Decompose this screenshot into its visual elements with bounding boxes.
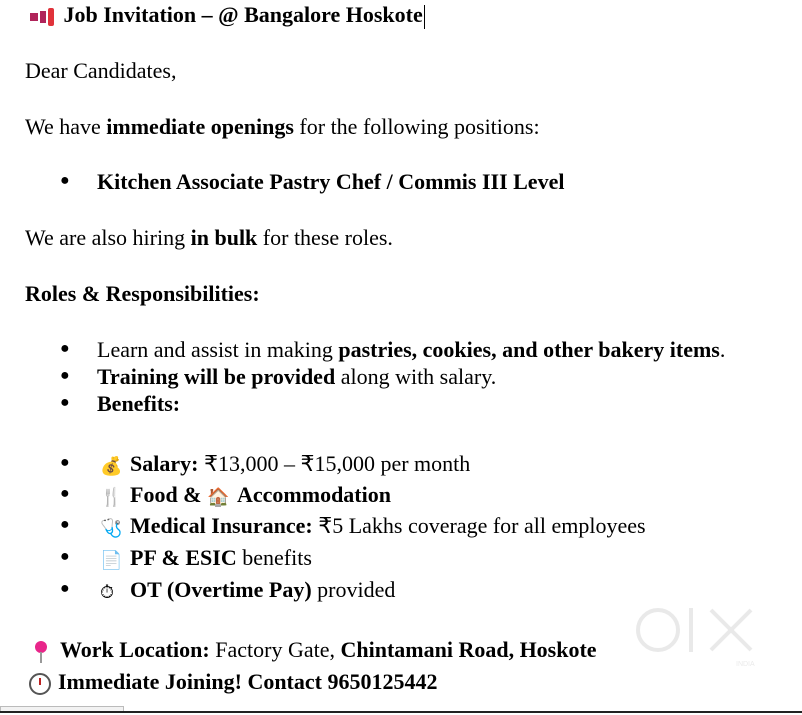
benefit-medical bbox=[100, 513, 646, 541]
bullet: ● bbox=[60, 367, 70, 384]
bullet: ● bbox=[60, 516, 70, 533]
role-post: along with salary. bbox=[335, 364, 497, 389]
bullet: ● bbox=[60, 394, 70, 411]
bulk-post: for these roles. bbox=[257, 225, 393, 250]
benefit-post: provided bbox=[311, 577, 396, 602]
bullet: ● bbox=[60, 340, 70, 357]
stethoscope-icon: 🩺 bbox=[100, 517, 123, 538]
bullet: ● bbox=[60, 580, 70, 597]
stopwatch-icon: ⏱ bbox=[100, 581, 115, 602]
role-pre: Learn and assist in making bbox=[97, 337, 339, 362]
greeting: Dear Candidates, bbox=[25, 58, 177, 83]
benefit-ot bbox=[100, 577, 395, 605]
role-item bbox=[97, 391, 180, 417]
benefit-post: ₹13,000 – ₹15,000 per month bbox=[198, 451, 471, 476]
benefit-post: ₹5 Lakhs coverage for all employees bbox=[312, 513, 646, 538]
role-bold: Benefits: bbox=[97, 391, 181, 416]
benefit-bold: Medical Insurance: bbox=[130, 513, 313, 538]
clock-icon bbox=[28, 673, 58, 695]
title-text: Job Invitation – @ Bangalore Hoskote bbox=[63, 2, 423, 27]
location-mid: Factory Gate, bbox=[209, 637, 341, 662]
money-bag-icon: 💰 bbox=[100, 455, 123, 476]
position-text: Kitchen Associate Pastry Chef / Commis III Level bbox=[97, 169, 565, 194]
contact-text: Immediate Joining! Contact 9650125442 bbox=[58, 669, 438, 694]
olx-watermark bbox=[636, 600, 766, 670]
svg-text:INDIA: INDIA bbox=[736, 661, 755, 668]
role-bold: Training will be provided bbox=[97, 364, 336, 389]
role-post: . bbox=[719, 337, 726, 362]
megaphone-icon bbox=[30, 8, 58, 26]
bullet: ● bbox=[60, 485, 70, 502]
work-location bbox=[32, 637, 597, 663]
benefit-food bbox=[100, 482, 391, 510]
title bbox=[30, 2, 425, 29]
benefit-bold: Salary: bbox=[130, 451, 199, 476]
benefit-bold-2: Accommodation bbox=[237, 482, 391, 507]
position-item bbox=[97, 169, 564, 195]
location-bold: Work Location: bbox=[60, 637, 210, 662]
benefit-bold: PF & ESIC bbox=[130, 545, 237, 570]
location-bold-2: Chintamani Road, Hoskote bbox=[340, 637, 597, 662]
bullet: ● bbox=[60, 548, 70, 565]
benefit-pf bbox=[100, 545, 312, 573]
openings-line bbox=[25, 114, 540, 140]
roles-heading bbox=[25, 281, 260, 307]
bullet: ● bbox=[60, 172, 70, 189]
document-icon: 📄 bbox=[100, 549, 123, 570]
contact-line bbox=[28, 669, 437, 695]
footer-divider bbox=[0, 711, 802, 713]
text-cursor bbox=[424, 5, 425, 29]
bulk-bold: in bulk bbox=[190, 225, 258, 250]
openings-pre: We have bbox=[25, 114, 107, 139]
bullet: ● bbox=[60, 454, 70, 471]
benefit-post: benefits bbox=[236, 545, 312, 570]
bulk-pre: We are also hiring bbox=[25, 225, 191, 250]
roles-heading-text: Roles & Responsibilities: bbox=[25, 281, 260, 306]
openings-post: for the following positions: bbox=[293, 114, 540, 139]
fork-knife-icon: 🍴 bbox=[100, 486, 123, 507]
house-icon: 🏠 bbox=[207, 486, 230, 507]
role-item bbox=[97, 337, 725, 363]
role-item bbox=[97, 364, 496, 390]
openings-bold: immediate openings bbox=[106, 114, 294, 139]
benefit-salary bbox=[100, 451, 470, 479]
benefit-bold: Food & bbox=[130, 482, 207, 507]
bulk-line bbox=[25, 225, 393, 251]
pin-icon bbox=[32, 641, 60, 663]
role-bold: pastries, cookies, and other bakery items bbox=[338, 337, 720, 362]
benefit-bold: OT (Overtime Pay) bbox=[130, 577, 312, 602]
